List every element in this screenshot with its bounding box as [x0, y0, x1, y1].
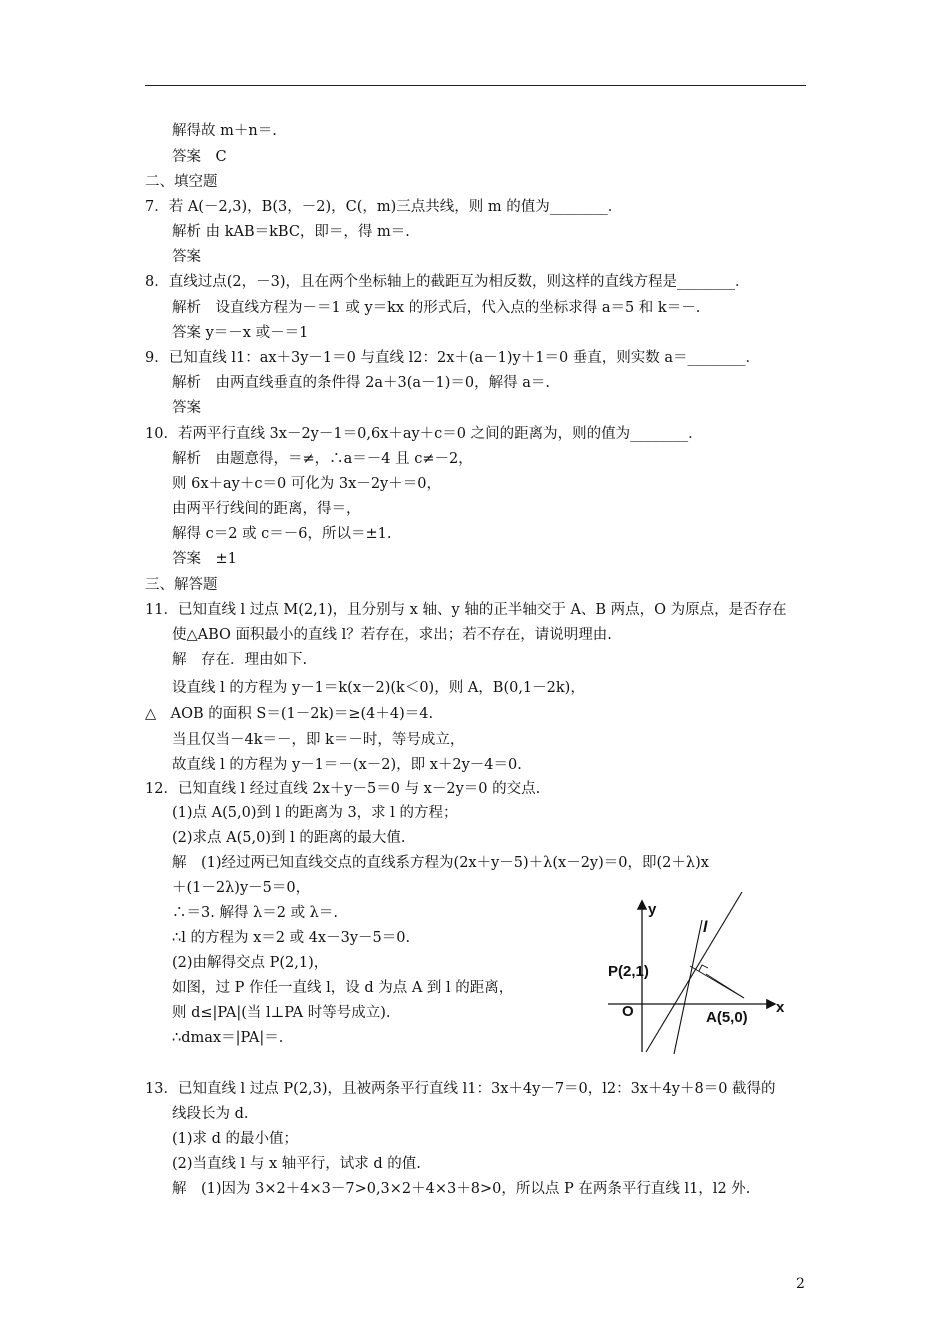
- question-12: 12．已知直线 l 经过直线 2x＋y－5＝0 与 x－2y＝0 的交点.: [145, 781, 541, 797]
- line-l-label: l: [703, 919, 708, 936]
- text-line: (2)当直线 l 与 x 轴平行，试求 d 的值.: [172, 1156, 421, 1172]
- text-line: 则 d≤|PA|(当 l⊥PA 时等号成立).: [172, 1005, 391, 1021]
- point-p-label: P(2,1): [608, 963, 649, 980]
- text-line: 答案 ±1: [172, 551, 237, 567]
- text-line: 使△ABO 面积最小的直线 l？若存在，求出；若不存在，请说明理由.: [172, 627, 612, 643]
- question-11: 11．已知直线 l 过点 M(2,1)，且分别与 x 轴、y 轴的正半轴交于 A、B 两点，O 为原点，是否存在: [145, 602, 787, 618]
- point-a-label: A(5,0): [706, 1009, 748, 1026]
- line-l: [674, 920, 702, 1054]
- x-axis-label: x: [776, 999, 785, 1016]
- text-line: 解得 c＝2 或 c＝－6，所以＝±1.: [172, 526, 392, 542]
- text-line: 如图，过 P 作任一直线 l，设 d 为点 A 到 l 的距离，: [172, 980, 514, 996]
- question-9: 9．已知直线 l1：ax＋3y－1＝0 与直线 l2：2x＋(a－1)y＋1＝0 垂直，则实数 a＝________．: [145, 350, 761, 366]
- text-line: 答案 C: [172, 149, 227, 165]
- right-angle-mark: [699, 965, 708, 971]
- line-through-p: [646, 892, 742, 1052]
- section-heading: 三、解答题: [145, 577, 218, 593]
- section-heading: 二、填空题: [145, 174, 218, 190]
- text-line: 答案: [172, 249, 201, 265]
- text-line: 则 6x＋ay＋c＝0 可化为 3x－2y＋＝0，: [172, 476, 441, 492]
- text-line: 解析 设直线方程为－＝1 或 y＝kx 的形式后，代入点的坐标求得 a＝5 和 k＝－.: [172, 300, 701, 316]
- text-line: 解析 由题意得，＝≠，∴a＝－4 且 c≠－2，: [172, 451, 473, 467]
- text-line: 解析 由 kAB＝kBC，即＝，得 m＝.: [172, 224, 410, 240]
- text-line: (2)由解得交点 P(2,1)，: [172, 955, 329, 971]
- y-axis-label: y: [648, 901, 657, 918]
- text-line: △ AOB 的面积 S＝(1－2k)＝≥(4＋4)＝4.: [145, 706, 434, 722]
- text-line: 设直线 l 的方程为 y－1＝k(x－2)(k＜0)，则 A，B(0,1－2k)，: [172, 680, 585, 696]
- text-line: 当且仅当－4k＝－，即 k＝－时，等号成立，: [172, 732, 465, 748]
- text-line: 故直线 l 的方程为 y－1＝－(x－2)，即 x＋2y－4＝0.: [172, 757, 522, 773]
- origin-label: O: [622, 1003, 634, 1020]
- text-line: 答案: [172, 400, 201, 416]
- text-line: ∴＝3. 解得 λ＝2 或 λ＝.: [172, 905, 338, 921]
- text-line: 由两平行线间的距离，得＝，: [172, 501, 361, 517]
- coordinate-figure: [598, 892, 794, 1060]
- question-10: 10．若两平行直线 3x－2y－1＝0,6x＋ay＋c＝0 之间的距离为，则的值为________．: [145, 426, 703, 442]
- header-rule: [145, 85, 806, 86]
- question-8: 8．直线过点(2，－3)，且在两个坐标轴上的截距互为相反数，则这样的直线方程是________．: [145, 274, 750, 290]
- text-line: (1)点 A(5,0)到 l 的距离为 3，求 l 的方程；: [172, 805, 458, 821]
- text-line: 解得故 m＋n＝.: [172, 123, 277, 139]
- page-number: 2: [796, 1276, 805, 1292]
- text-line: 解 存在．理由如下.: [172, 652, 308, 668]
- text-line: 解 (1)因为 3×2＋4×3－7>0,3×2＋4×3＋8>0，所以点 P 在两条平行直线 l1，l2 外.: [172, 1181, 751, 1197]
- question-13: 13．已知直线 l 过点 P(2,3)，且被两条平行直线 l1：3x＋4y－7＝0，l2：3x＋4y＋8＝0 截得的: [145, 1081, 776, 1097]
- text-line: (1)求 d 的最小值；: [172, 1131, 299, 1147]
- text-line: (2)求点 A(5,0)到 l 的距离的最大值.: [172, 830, 406, 846]
- text-line: ＋(1－2λ)y－5＝0，: [172, 880, 311, 896]
- text-line: ∴dmax＝|PA|＝.: [172, 1030, 284, 1046]
- text-line: 解 (1)经过两已知直线交点的直线系方程为(2x＋y－5)＋λ(x－2y)＝0，即(2＋λ)x: [172, 855, 709, 871]
- text-line: ∴l 的方程为 x＝2 或 4x－3y－5＝0.: [172, 930, 411, 946]
- question-7: 7．若 A(－2,3)，B(3，－2)，C(，m)三点共线，则 m 的值为________．: [145, 199, 623, 215]
- perpendicular-segment: [690, 966, 744, 998]
- text-line: 解析 由两直线垂直的条件得 2a＋3(a－1)＝0，解得 a＝.: [172, 375, 550, 391]
- text-line: 答案 y＝－x 或－＝1: [172, 325, 309, 341]
- text-line: 线段长为 d.: [172, 1106, 249, 1122]
